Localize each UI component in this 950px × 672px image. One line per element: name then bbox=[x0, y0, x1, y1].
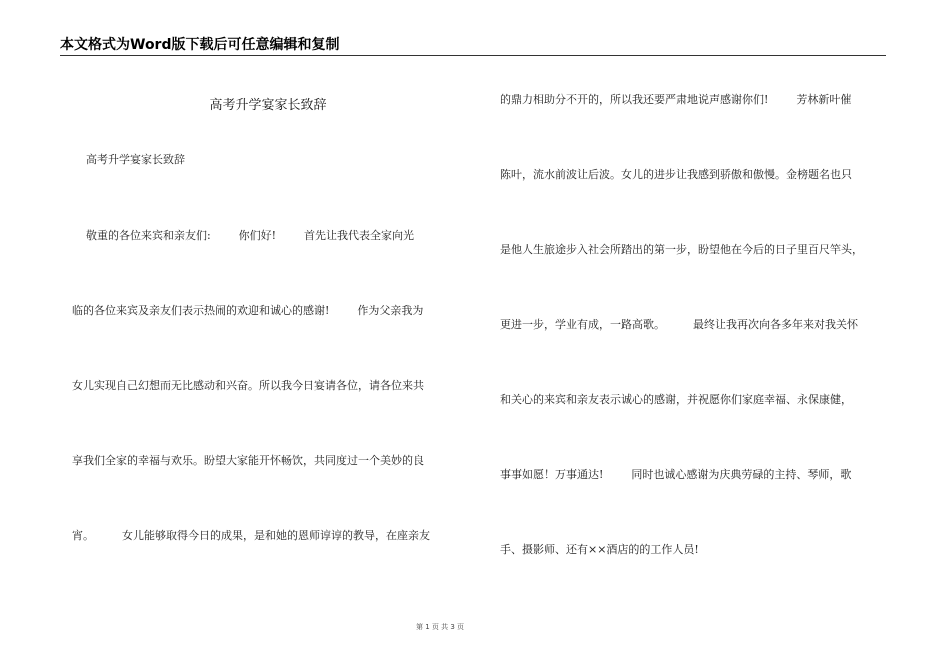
body-line: 更进一步，学业有成，一路高歌。 最终让我再次向各多年来对我关怀 bbox=[500, 318, 858, 331]
page-number-footer: 第 1 页 共 3 页 bbox=[415, 623, 465, 631]
body-line: 享我们全家的幸福与欢乐。盼望大家能开怀畅饮，共同度过一个美妙的良 bbox=[72, 454, 424, 467]
document-title: 高考升学宴家长致辞 bbox=[209, 98, 327, 113]
body-line: 事事如愿！万事通达! 同时也诚心感谢为庆典劳碌的主持、琴师，歌 bbox=[500, 468, 852, 481]
body-line: 高考升学宴家长致辞 bbox=[72, 153, 185, 166]
body-line: 是他人生旅途步入社会所踏出的第一步，盼望他在今后的日子里百尺竿头， bbox=[500, 243, 863, 256]
body-line: 的鼎力相助分不开的，所以我还要严肃地说声感谢你们! 芳林新叶催 bbox=[500, 93, 852, 106]
body-line: 临的各位来宾及亲友们表示热闹的欢迎和诚心的感谢! 作为父亲我为 bbox=[72, 304, 424, 317]
header-divider bbox=[60, 55, 886, 56]
body-line: 宵。 女儿能够取得今日的成果，是和她的恩师谆谆的教导，在座亲友 bbox=[72, 529, 430, 542]
body-line: 女儿实现自己幻想而无比感动和兴奋。所以我今日宴请各位，请各位来共 bbox=[72, 379, 424, 392]
body-line: 陈叶，流水前波让后波。女儿的进步让我感到骄傲和傲慢。金榜题名也只 bbox=[500, 168, 852, 181]
body-line: 敬重的各位来宾和亲友们: 你们好! 首先让我代表全家向光 bbox=[72, 229, 415, 242]
body-line: 手、摄影师、还有××酒店的的工作人员! bbox=[500, 543, 699, 556]
body-line: 和关心的来宾和亲友表示诚心的感谢，并祝愿你们家庭幸福、永保康健， bbox=[500, 393, 852, 406]
document-header-banner: 本文格式为Word版下载后可任意编辑和复制 bbox=[60, 37, 340, 53]
